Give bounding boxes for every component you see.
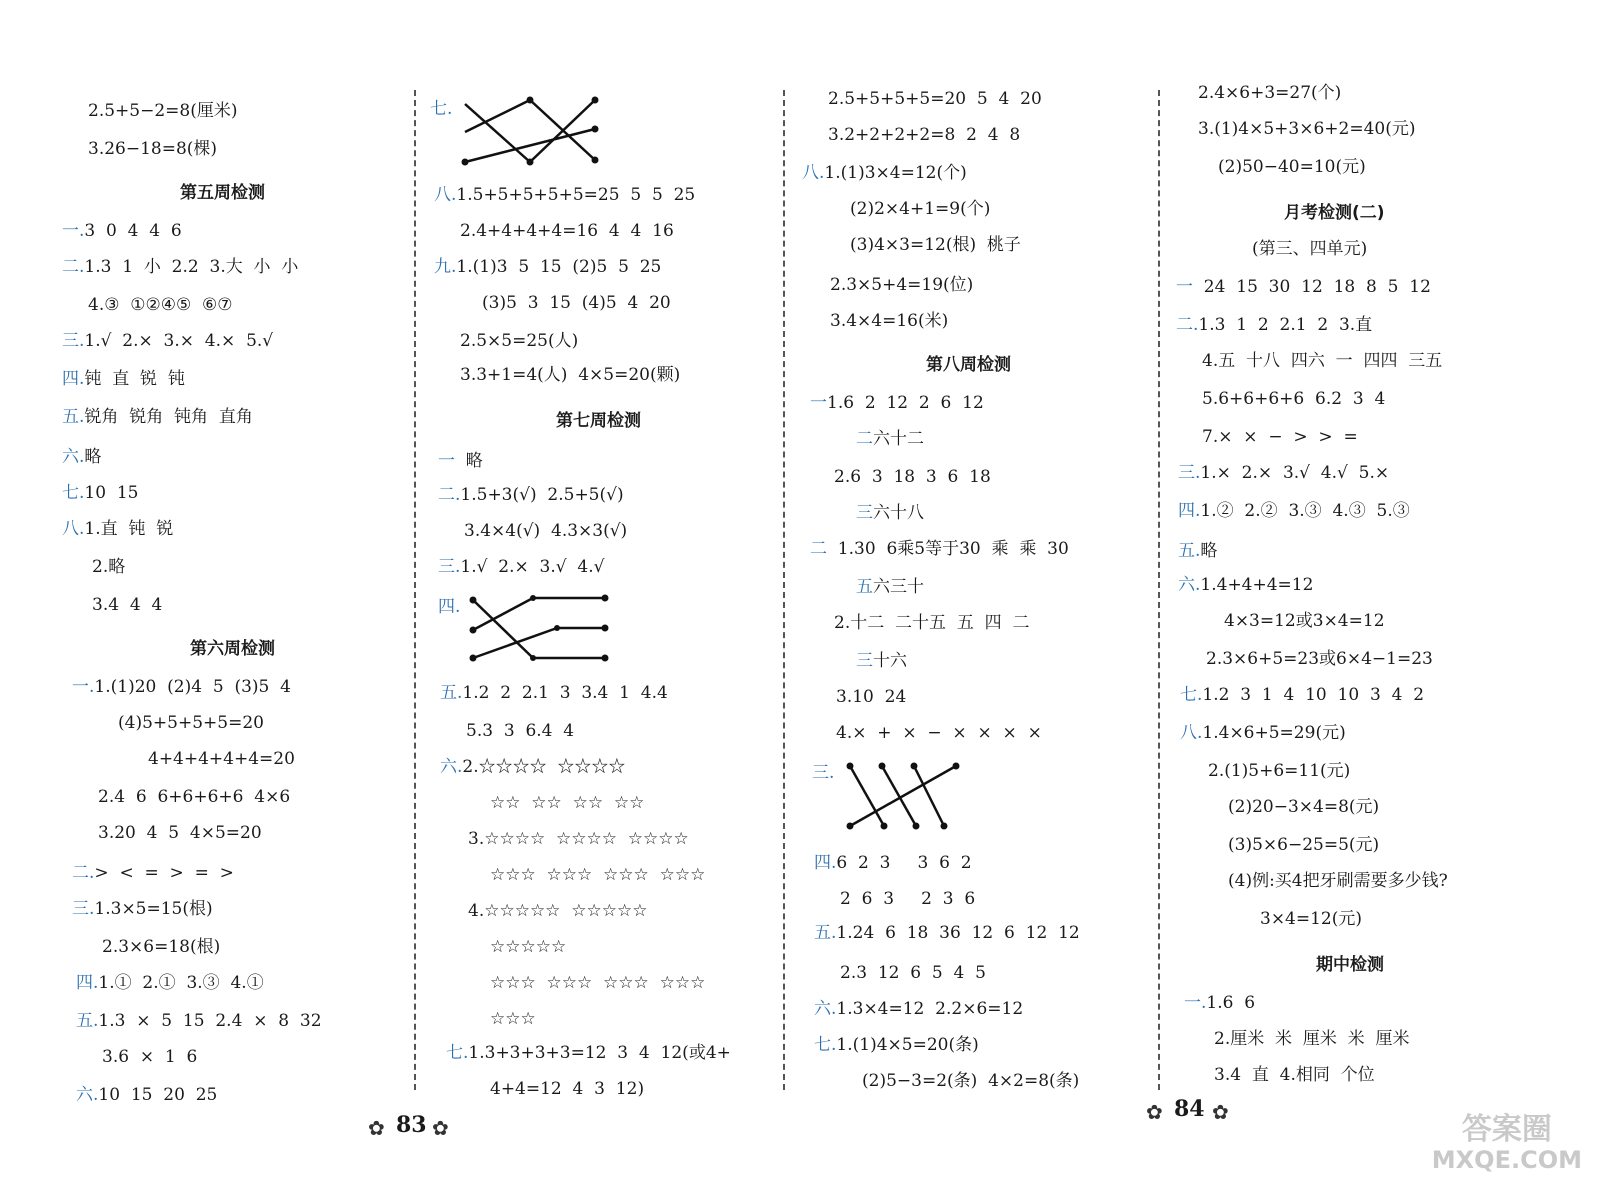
answer-line: 五.1.3 × 5 15 2.4 × 8 32 bbox=[76, 1011, 322, 1031]
section-heading: 第八周检测 bbox=[926, 355, 1011, 375]
ornament-icon: ✿ bbox=[432, 1116, 449, 1140]
answer-line: 一.1.(1)20 (2)4 5 (3)5 4 bbox=[72, 677, 291, 697]
answer-line: 一.1.6 6 bbox=[1184, 993, 1256, 1013]
answer-line: 五.1.2 2 2.1 3 3.4 1 4.4 bbox=[440, 683, 668, 703]
answer-line: 四.6 2 3 3 6 2 bbox=[814, 853, 972, 873]
answer-line: 二六十二 bbox=[856, 429, 924, 449]
answer-line: 四.1.① 2.① 3.③ 4.① bbox=[76, 973, 264, 993]
answer-line: 三.1.× 2.× 3.√ 4.√ 5.× bbox=[1178, 463, 1390, 483]
answer-line: 九.1.(1)3 5 15 (2)5 5 25 bbox=[434, 257, 662, 277]
answer-line: 五.略 bbox=[1178, 541, 1218, 561]
answer-line: 三. bbox=[812, 763, 835, 783]
answer-line: 五六三十 bbox=[856, 577, 924, 597]
answer-line: 3.4×4(√) 4.3×3(√) bbox=[464, 521, 628, 541]
answer-line: 2.4+4+4+4=16 4 4 16 bbox=[460, 221, 674, 241]
answer-line: 4×3=12或3×4=12 bbox=[1224, 611, 1385, 631]
answer-line: (3)5×6−25=5(元) bbox=[1228, 835, 1380, 855]
answer-line: 4.× + × − × × × × bbox=[836, 723, 1042, 743]
answer-line: 3.4 4 4 bbox=[92, 595, 163, 615]
answer-line: 七.1.3+3+3+3=12 3 4 12(或4+ bbox=[446, 1043, 731, 1063]
answer-line: 一 24 15 30 12 18 8 5 12 bbox=[1176, 277, 1431, 297]
ornament-icon: ✿ bbox=[1146, 1100, 1163, 1124]
answer-line: 七. bbox=[430, 99, 453, 119]
answer-line: 八.1.直 钝 锐 bbox=[62, 519, 174, 539]
answer-line: 7.× × − > > = bbox=[1202, 427, 1358, 447]
answer-line: 三十六 bbox=[856, 651, 907, 671]
answer-line: 3.2+2+2+2=8 2 4 8 bbox=[828, 125, 1021, 145]
watermark bbox=[1431, 1112, 1582, 1175]
answer-line: 2.3×6+5=23或6×4−1=23 bbox=[1206, 649, 1433, 669]
matching-lines-figure-4 bbox=[465, 590, 625, 670]
matching-lines-figure-7 bbox=[455, 92, 615, 172]
answer-line: 八.1.5+5+5+5+5=25 5 5 25 bbox=[434, 185, 696, 205]
answer-line: 七.10 15 bbox=[62, 483, 139, 503]
column-divider bbox=[1158, 90, 1160, 1090]
answer-line: 二.1.3 1 2 2.1 2 3.直 bbox=[1176, 315, 1373, 335]
answer-line: 四. bbox=[438, 597, 461, 617]
answer-line: ☆☆☆ ☆☆☆ ☆☆☆ ☆☆☆ bbox=[490, 973, 706, 993]
answer-line: 七.1.(1)4×5=20(条) bbox=[814, 1035, 979, 1055]
answer-line: 六.2.☆☆☆☆ ☆☆☆☆ bbox=[440, 757, 626, 777]
answer-line: 2.十二 二十五 五 四 二 bbox=[834, 613, 1030, 633]
answer-line: 3.3+1=4(人) 4×5=20(颗) bbox=[460, 365, 681, 385]
section-heading: 第七周检测 bbox=[556, 411, 641, 431]
answer-line: ☆☆☆ bbox=[490, 1009, 536, 1029]
watermark-url: MXQE.COM bbox=[1431, 1146, 1582, 1174]
answer-line: 2.4×6+3=27(个) bbox=[1198, 83, 1342, 103]
answer-line: 4+4+4+4+4=20 bbox=[148, 749, 295, 769]
answer-line: 二.> < = > = > bbox=[72, 863, 234, 883]
answer-line: 3.4 直 4.相同 个位 bbox=[1214, 1065, 1375, 1085]
answer-line: 五.锐角 锐角 钝角 直角 bbox=[62, 407, 253, 427]
answer-line: 五.1.24 6 18 36 12 6 12 12 bbox=[814, 923, 1080, 943]
answer-line: 2 6 3 2 3 6 bbox=[840, 889, 976, 909]
answer-line: 2.厘米 米 厘米 米 厘米 bbox=[1214, 1029, 1410, 1049]
answer-line: 5.3 3 6.4 4 bbox=[466, 721, 575, 741]
answer-line: (4)5+5+5+5=20 bbox=[118, 713, 264, 733]
answer-line: 3.☆☆☆☆ ☆☆☆☆ ☆☆☆☆ bbox=[468, 829, 689, 849]
answer-line: 六.1.4+4+4=12 bbox=[1178, 575, 1314, 595]
answer-line: 一1.6 2 12 2 6 12 bbox=[810, 393, 984, 413]
answer-line: 七.1.2 3 1 4 10 10 3 4 2 bbox=[1180, 685, 1425, 705]
answer-line: 六.10 15 20 25 bbox=[76, 1085, 218, 1105]
page-number-right: 84 bbox=[1174, 1096, 1205, 1122]
section-heading: 第五周检测 bbox=[180, 183, 265, 203]
answer-line: ☆☆☆ ☆☆☆ ☆☆☆ ☆☆☆ bbox=[490, 865, 706, 885]
answer-line: 3.4×4=16(米) bbox=[830, 311, 949, 331]
answer-line: 2.5+5+5+5=20 5 4 20 bbox=[828, 89, 1042, 109]
answer-line: 3.20 4 5 4×5=20 bbox=[98, 823, 262, 843]
section-heading: 第六周检测 bbox=[190, 639, 275, 659]
answer-line: (2)2×4+1=9(个) bbox=[850, 199, 991, 219]
answer-line: 二 1.30 6乘5等于30 乘 乘 30 bbox=[810, 539, 1069, 559]
answer-line: 2.3 12 6 5 4 5 bbox=[840, 963, 986, 983]
answer-line: 2.5×5=25(人) bbox=[460, 331, 579, 351]
answer-line: 3×4=12(元) bbox=[1260, 909, 1363, 929]
answer-line: 2.5+5−2=8(厘米) bbox=[88, 101, 238, 121]
answer-line: 2.3×6=18(根) bbox=[102, 937, 221, 957]
answer-line: 一 略 bbox=[438, 451, 483, 471]
watermark-logo-text: 答案圈 bbox=[1461, 1112, 1552, 1147]
answer-line: (第三、四单元) bbox=[1252, 239, 1368, 259]
answer-line: 三.1.3×5=15(根) bbox=[72, 899, 213, 919]
answer-line: (3)5 3 15 (4)5 4 20 bbox=[482, 293, 671, 313]
answer-line: 2.3×5+4=19(位) bbox=[830, 275, 974, 295]
answer-line: 六.1.3×4=12 2.2×6=12 bbox=[814, 999, 1024, 1019]
answer-line: ☆☆ ☆☆ ☆☆ ☆☆ bbox=[490, 793, 645, 813]
matching-lines-figure-3 bbox=[842, 760, 972, 835]
answer-line: 2.6 3 18 3 6 18 bbox=[834, 467, 991, 487]
answer-line: 4.③ ①②④⑤ ⑥⑦ bbox=[88, 295, 233, 315]
column-divider bbox=[414, 90, 416, 1090]
answer-line: (3)4×3=12(根) 桃子 bbox=[850, 235, 1021, 255]
answer-line: ☆☆☆☆☆ bbox=[490, 937, 567, 957]
answer-line: 二.1.3 1 小 2.2 3.大 小 小 bbox=[62, 257, 299, 277]
page-number-left: 83 bbox=[396, 1112, 427, 1138]
ornament-icon: ✿ bbox=[1212, 1100, 1229, 1124]
answer-line: (2)20−3×4=8(元) bbox=[1228, 797, 1380, 817]
section-heading: 月考检测(二) bbox=[1284, 203, 1385, 223]
answer-line: 三六十八 bbox=[856, 503, 924, 523]
answer-line: 2.(1)5+6=11(元) bbox=[1208, 761, 1351, 781]
answer-line: (2)50−40=10(元) bbox=[1218, 157, 1366, 177]
answer-line: 4.五 十八 四六 一 四四 三五 bbox=[1202, 351, 1443, 371]
answer-line: 2.略 bbox=[92, 557, 126, 577]
answer-line: 3.26−18=8(棵) bbox=[88, 139, 218, 159]
ornament-icon: ✿ bbox=[368, 1116, 385, 1140]
answer-line: 3.(1)4×5+3×6+2=40(元) bbox=[1198, 119, 1416, 139]
answer-line: 4+4=12 4 3 12) bbox=[490, 1079, 645, 1099]
answer-line: 2.4 6 6+6+6+6 4×6 bbox=[98, 787, 291, 807]
answer-line: 四.钝 直 锐 钝 bbox=[62, 369, 185, 389]
answer-line: 八.1.4×6+5=29(元) bbox=[1180, 723, 1346, 743]
answer-line: 3.10 24 bbox=[836, 687, 907, 707]
answer-line: 二.1.5+3(√) 2.5+5(√) bbox=[438, 485, 624, 505]
answer-line: 5.6+6+6+6 6.2 3 4 bbox=[1202, 389, 1386, 409]
answer-line: 八.1.(1)3×4=12(个) bbox=[802, 163, 967, 183]
answer-line: 三.1.√ 2.× 3.√ 4.√ bbox=[438, 557, 605, 577]
answer-line: 一.3 0 4 4 6 bbox=[62, 221, 182, 241]
section-heading: 期中检测 bbox=[1316, 955, 1384, 975]
answer-line: 3.6 × 1 6 bbox=[102, 1047, 198, 1067]
answer-line: (4)例:买4把牙刷需要多少钱? bbox=[1228, 871, 1448, 891]
answer-line: 4.☆☆☆☆☆ ☆☆☆☆☆ bbox=[468, 901, 648, 921]
answer-line: (2)5−3=2(条) 4×2=8(条) bbox=[862, 1071, 1080, 1091]
answer-line: 四.1.② 2.② 3.③ 4.③ 5.③ bbox=[1178, 501, 1410, 521]
answer-line: 六.略 bbox=[62, 447, 102, 467]
column-divider bbox=[783, 90, 785, 1090]
answer-line: 三.1.√ 2.× 3.× 4.× 5.√ bbox=[62, 331, 274, 351]
